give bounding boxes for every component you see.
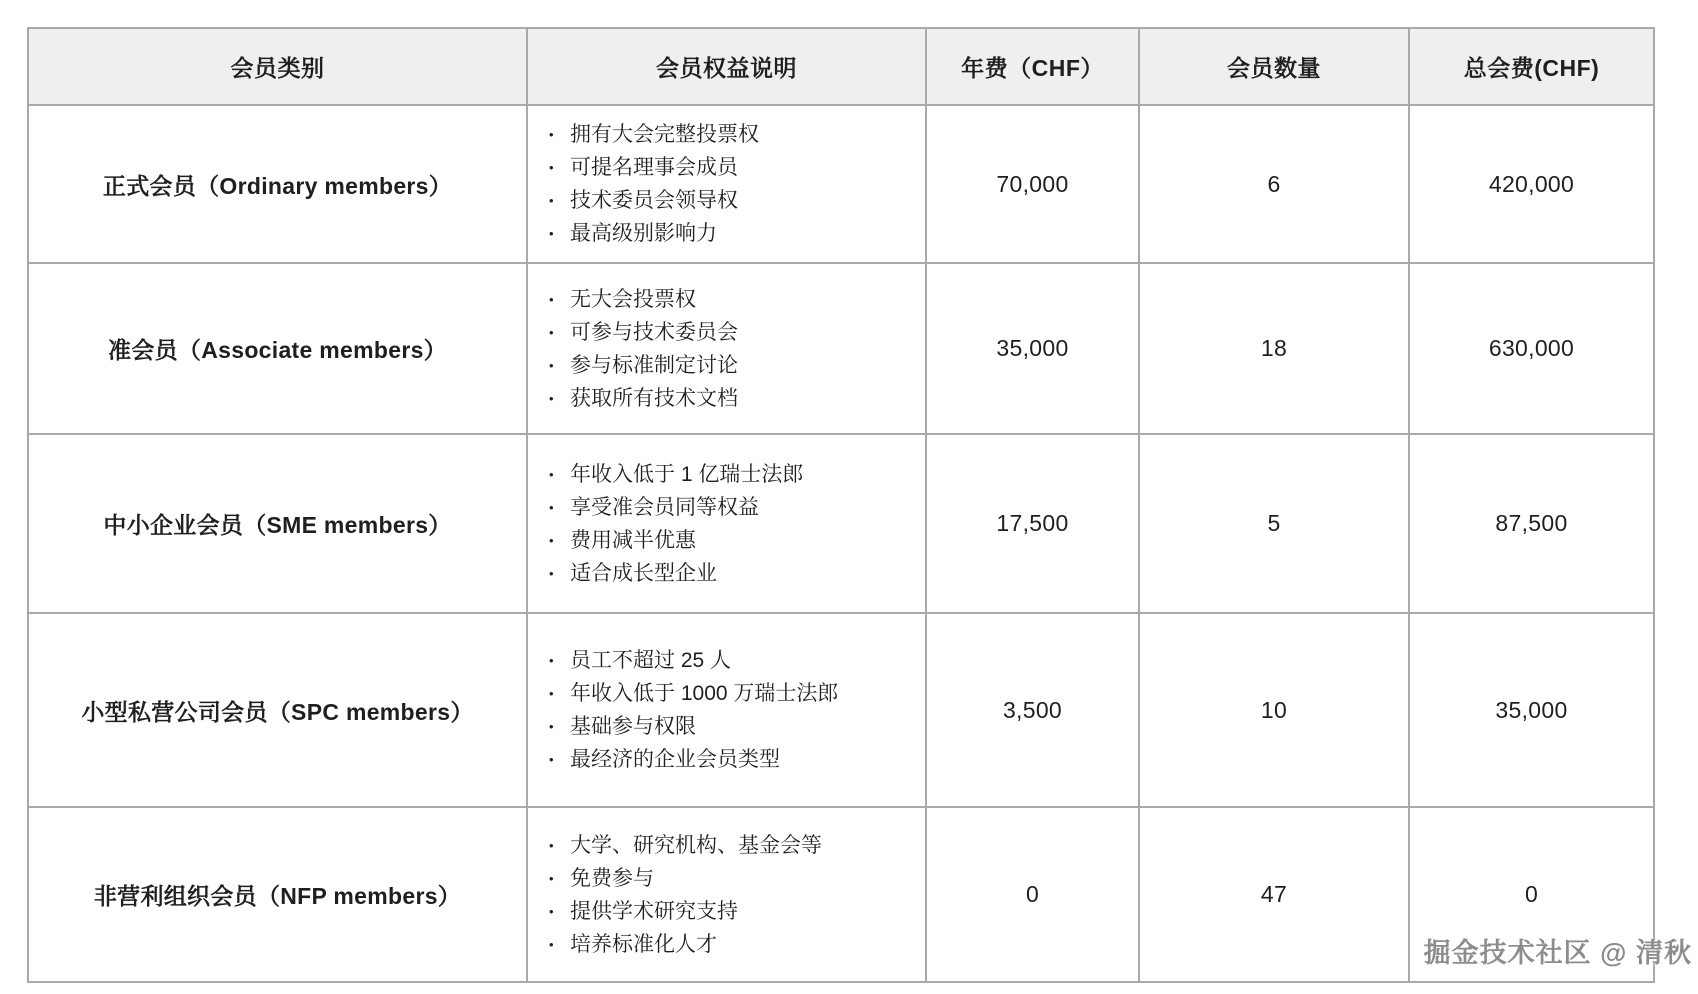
benefit-item: • 年收入低于 1000 万瑞士法郎 — [544, 677, 915, 710]
column-header-annual-fee: 年费（CHF） — [926, 28, 1139, 105]
benefits-list — [544, 829, 915, 961]
benefit-item: • 最高级别影响力 — [544, 217, 915, 250]
benefits-list — [544, 118, 915, 250]
total-fee-cell: 35,000 — [1409, 613, 1654, 807]
table-row — [28, 263, 1654, 434]
benefit-item: • 大学、研究机构、基金会等 — [544, 829, 915, 862]
member-count-cell: 10 — [1139, 613, 1409, 807]
benefit-item: • 提供学术研究支持 — [544, 895, 915, 928]
benefit-item: • 可提名理事会成员 — [544, 151, 915, 184]
annual-fee-cell: 70,000 — [926, 105, 1139, 263]
benefits-cell — [527, 613, 926, 807]
column-header-category: 会员类别 — [28, 28, 527, 105]
total-fee-cell: 630,000 — [1409, 263, 1654, 434]
benefit-item: • 获取所有技术文档 — [544, 382, 915, 415]
total-fee-cell: 0 — [1409, 807, 1654, 982]
category-cell: 非营利组织会员（NFP members） — [28, 807, 527, 982]
table-header — [28, 28, 1654, 105]
category-cell: 准会员（Associate members） — [28, 263, 527, 434]
category-cell: 小型私营公司会员（SPC members） — [28, 613, 527, 807]
member-count-cell: 5 — [1139, 434, 1409, 613]
membership-table — [27, 27, 1655, 983]
benefit-item: • 年收入低于 1 亿瑞士法郎 — [544, 458, 915, 491]
total-fee-cell: 420,000 — [1409, 105, 1654, 263]
column-header-total-fee: 总会费(CHF) — [1409, 28, 1654, 105]
benefit-item: • 适合成长型企业 — [544, 557, 915, 590]
benefits-cell — [527, 434, 926, 613]
annual-fee-cell: 35,000 — [926, 263, 1139, 434]
benefits-list — [544, 283, 915, 415]
benefit-item: • 享受准会员同等权益 — [544, 491, 915, 524]
table-row — [28, 434, 1654, 613]
table-row — [28, 105, 1654, 263]
header-row — [28, 28, 1654, 105]
annual-fee-cell: 0 — [926, 807, 1139, 982]
annual-fee-cell: 17,500 — [926, 434, 1139, 613]
benefit-item: • 培养标准化人才 — [544, 928, 915, 961]
benefit-item: • 基础参与权限 — [544, 710, 915, 743]
table-row — [28, 613, 1654, 807]
column-header-member-count: 会员数量 — [1139, 28, 1409, 105]
benefit-item: • 技术委员会领导权 — [544, 184, 915, 217]
benefits-cell — [527, 263, 926, 434]
benefits-list — [544, 458, 915, 590]
benefits-cell — [527, 105, 926, 263]
table-row — [28, 807, 1654, 982]
benefit-item: • 员工不超过 25 人 — [544, 644, 915, 677]
benefits-cell — [527, 807, 926, 982]
member-count-cell: 18 — [1139, 263, 1409, 434]
watermark: 掘金技术社区 @ 清秋 — [1423, 938, 1692, 968]
annual-fee-cell: 3,500 — [926, 613, 1139, 807]
benefit-item: • 费用减半优惠 — [544, 524, 915, 557]
benefit-item: • 免费参与 — [544, 862, 915, 895]
column-header-benefits: 会员权益说明 — [527, 28, 926, 105]
benefit-item: • 无大会投票权 — [544, 283, 915, 316]
total-fee-cell: 87,500 — [1409, 434, 1654, 613]
benefit-item: • 拥有大会完整投票权 — [544, 118, 915, 151]
benefit-item: • 参与标准制定讨论 — [544, 349, 915, 382]
category-cell: 中小企业会员（SME members） — [28, 434, 527, 613]
benefits-list — [544, 644, 915, 776]
member-count-cell: 6 — [1139, 105, 1409, 263]
benefit-item: • 最经济的企业会员类型 — [544, 743, 915, 776]
category-cell: 正式会员（Ordinary members） — [28, 105, 527, 263]
member-count-cell: 47 — [1139, 807, 1409, 982]
membership-table-body — [28, 105, 1654, 982]
benefit-item: • 可参与技术委员会 — [544, 316, 915, 349]
